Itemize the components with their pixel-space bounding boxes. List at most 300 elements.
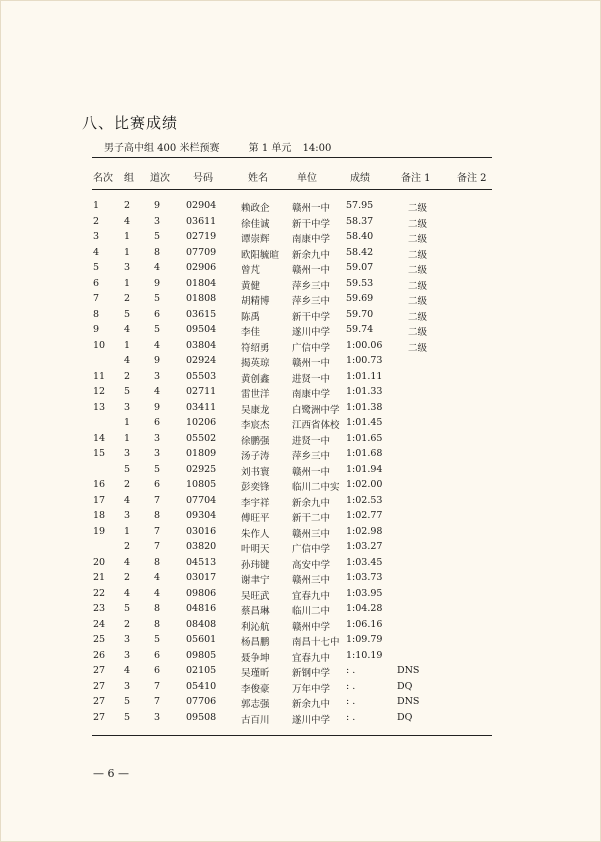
- cell-rank: 14: [93, 432, 106, 444]
- cell-group: 4: [124, 355, 131, 366]
- cell-rank: 4: [93, 246, 100, 258]
- table-row: [0, 526, 601, 540]
- cell-lane: 6: [154, 479, 161, 490]
- cell-lane: 7: [154, 525, 161, 537]
- cell-number: 05503: [186, 370, 217, 382]
- cell-lane: 9: [154, 355, 161, 366]
- table-row: [0, 665, 601, 679]
- header-rank: 名次: [93, 173, 113, 184]
- cell-unit: 广信中学: [292, 544, 331, 555]
- table-row: [0, 309, 601, 323]
- cell-rank: 26: [93, 649, 106, 661]
- cell-unit: 萍乡三中: [292, 451, 331, 462]
- cell-note: 二级: [408, 218, 428, 230]
- cell-note: 二级: [408, 327, 428, 338]
- cell-lane: 6: [154, 417, 161, 428]
- cell-group: 2: [124, 370, 131, 382]
- cell-name: 蔡昌琳: [241, 606, 270, 617]
- cell-lane: 7: [154, 541, 161, 552]
- table-bottom-rule: [92, 735, 492, 736]
- cell-rank: 9: [93, 324, 100, 335]
- cell-number: 03611: [186, 215, 217, 227]
- cell-result: 1:03.45: [346, 556, 383, 568]
- cell-unit: 赣州中学: [292, 621, 331, 633]
- cell-result: 59.70: [346, 308, 374, 320]
- cell-group: 2: [124, 293, 131, 304]
- cell-name: 傅旺平: [241, 513, 270, 524]
- cell-unit: 赣州三中: [292, 575, 331, 586]
- cell-result: 1:09.79: [346, 634, 383, 645]
- cell-result: 1:01.45: [346, 417, 383, 428]
- cell-group: 4: [124, 587, 131, 599]
- cell-unit: 临川二中: [292, 606, 331, 617]
- cell-name: 黄创鑫: [241, 373, 270, 385]
- cell-number: 03615: [186, 308, 217, 320]
- table-row: [0, 712, 601, 726]
- cell-rank: 20: [93, 556, 106, 568]
- cell-rank: 2: [93, 215, 100, 227]
- table-row: [0, 495, 601, 509]
- cell-lane: 3: [154, 448, 161, 459]
- cell-unit: 新钢中学: [292, 668, 331, 679]
- cell-name: 刘书寰: [241, 466, 270, 478]
- cell-number: 04513: [186, 556, 217, 568]
- cell-rank: 10: [93, 339, 106, 351]
- cell-result: 1:02.77: [346, 510, 383, 521]
- cell-lane: 6: [154, 665, 161, 676]
- cell-unit: 南昌十七中: [292, 637, 340, 648]
- cell-group: 5: [124, 603, 131, 614]
- cell-result: 1:01.11: [346, 370, 383, 382]
- cell-number: 03804: [186, 339, 217, 351]
- cell-result: 58.40: [346, 231, 374, 242]
- cell-number: 02105: [186, 665, 217, 676]
- cell-group: 3: [124, 262, 131, 273]
- cell-note: 二级: [408, 265, 428, 276]
- cell-name: 聂争坤: [241, 652, 270, 664]
- cell-number: 01804: [186, 277, 217, 289]
- cell-unit: 赣州三中: [292, 528, 331, 540]
- cell-result: 59.07: [346, 262, 374, 273]
- cell-note: 二级: [408, 203, 428, 214]
- cell-rank: 24: [93, 618, 106, 630]
- cell-group: 1: [124, 231, 131, 242]
- cell-name: 彭奕锋: [241, 482, 270, 493]
- cell-unit: 进贤一中: [292, 373, 331, 385]
- cell-name: 陈禹: [241, 311, 261, 323]
- cell-number: 09805: [186, 649, 217, 661]
- cell-rank: 1: [93, 200, 100, 211]
- cell-unit: 赣州一中: [292, 265, 331, 276]
- cell-name: 李宸杰: [241, 420, 270, 431]
- cell-name: 利沁航: [241, 621, 270, 633]
- cell-number: 04816: [186, 603, 217, 614]
- cell-group: 2: [124, 541, 131, 552]
- cell-name: 叶明天: [241, 544, 270, 555]
- cell-lane: 3: [154, 215, 161, 227]
- cell-unit: 南康中学: [292, 234, 331, 245]
- cell-unit: 南康中学: [292, 389, 331, 400]
- cell-lane: 6: [154, 649, 161, 661]
- cell-number: 07704: [186, 494, 217, 506]
- header-number: 号码: [193, 173, 213, 184]
- cell-unit: 广信中学: [292, 342, 331, 354]
- cell-number: 07706: [186, 696, 217, 707]
- table-row: [0, 541, 601, 555]
- cell-lane: 9: [154, 277, 161, 289]
- cell-name: 徐佳诚: [241, 218, 270, 230]
- cell-unit: 高安中学: [292, 559, 331, 571]
- cell-rank: 23: [93, 603, 106, 614]
- cell-number: 02719: [186, 231, 217, 242]
- cell-lane: 7: [154, 696, 161, 707]
- cell-note: DNS: [397, 665, 420, 676]
- table-row: [0, 293, 601, 307]
- cell-lane: 8: [154, 603, 161, 614]
- table-row: [0, 464, 601, 478]
- table-row: [0, 278, 601, 292]
- cell-number: 02711: [186, 386, 217, 397]
- cell-result: : .: [346, 696, 356, 707]
- table-row: [0, 371, 601, 385]
- cell-result: 1:02.53: [346, 494, 383, 506]
- cell-group: 5: [124, 386, 131, 397]
- cell-unit: 赣州一中: [292, 358, 331, 369]
- header-group: 组: [124, 173, 134, 184]
- cell-unit: 遂川中学: [292, 714, 331, 726]
- cell-unit: 新干中学: [292, 218, 331, 230]
- cell-group: 3: [124, 634, 131, 645]
- cell-lane: 5: [154, 634, 161, 645]
- cell-result: 1:00.73: [346, 355, 383, 366]
- cell-lane: 3: [154, 370, 161, 382]
- cell-unit: 赣州一中: [292, 203, 331, 214]
- cell-number: 02906: [186, 262, 217, 273]
- cell-group: 5: [124, 463, 131, 475]
- cell-unit: 新干二中: [292, 513, 331, 524]
- cell-number: 09806: [186, 587, 217, 599]
- table-row: [0, 324, 601, 338]
- table-row: [0, 696, 601, 710]
- cell-name: 吴瑾昕: [241, 668, 270, 679]
- cell-lane: 7: [154, 680, 161, 692]
- table-row: [0, 231, 601, 245]
- cell-name: 欧阳毓暄: [241, 249, 280, 261]
- cell-result: 1:02.00: [346, 479, 383, 490]
- cell-name: 李佳: [241, 327, 261, 338]
- cell-name: 赖政企: [241, 203, 270, 214]
- cell-name: 谢聿宁: [241, 575, 270, 586]
- cell-lane: 4: [154, 572, 161, 583]
- table-row: [0, 340, 601, 354]
- cell-number: 07709: [186, 246, 217, 258]
- cell-group: 1: [124, 417, 131, 428]
- cell-group: 5: [124, 711, 131, 723]
- cell-result: 59.69: [346, 293, 374, 304]
- cell-name: 胡精博: [241, 296, 270, 307]
- table-row: [0, 619, 601, 633]
- cell-group: 3: [124, 510, 131, 521]
- cell-number: 10805: [186, 479, 217, 490]
- cell-group: 1: [124, 277, 131, 289]
- cell-rank: 25: [93, 634, 106, 645]
- cell-name: 吴康龙: [241, 404, 270, 416]
- cell-rank: 27: [93, 696, 106, 707]
- cell-group: 2: [124, 618, 131, 630]
- table-row: [0, 510, 601, 524]
- cell-lane: 3: [154, 711, 161, 723]
- cell-result: 1:01.68: [346, 448, 383, 459]
- cell-lane: 7: [154, 494, 161, 506]
- cell-result: 58.37: [346, 215, 374, 227]
- cell-unit: 临川二中实: [292, 482, 340, 493]
- cell-number: 05410: [186, 680, 217, 692]
- cell-unit: 萍乡三中: [292, 280, 331, 292]
- cell-result: 1:01.94: [346, 463, 383, 475]
- cell-lane: 8: [154, 556, 161, 568]
- cell-rank: 27: [93, 711, 106, 723]
- cell-rank: 5: [93, 262, 100, 273]
- cell-unit: 赣州一中: [292, 466, 331, 478]
- cell-note: DQ: [397, 711, 413, 723]
- cell-rank: 3: [93, 231, 100, 242]
- cell-number: 05601: [186, 634, 217, 645]
- cell-group: 4: [124, 324, 131, 335]
- cell-lane: 8: [154, 246, 161, 258]
- cell-name: 符绍勇: [241, 342, 270, 354]
- table-row: [0, 448, 601, 462]
- event-time: 14:00: [302, 143, 332, 154]
- cell-rank: 13: [93, 401, 106, 413]
- cell-result: 1:00.06: [346, 339, 383, 351]
- cell-group: 5: [124, 696, 131, 707]
- cell-group: 1: [124, 339, 131, 351]
- cell-number: 02924: [186, 355, 217, 366]
- cell-unit: 进贤一中: [292, 435, 331, 447]
- cell-rank: 15: [93, 448, 106, 459]
- table-row: [0, 247, 601, 261]
- table-row: [0, 433, 601, 447]
- table-row: [0, 417, 601, 431]
- cell-result: 1:04.28: [346, 603, 383, 614]
- cell-unit: 新余九中: [292, 699, 331, 710]
- cell-rank: 22: [93, 587, 106, 599]
- cell-lane: 9: [154, 200, 161, 211]
- header-unit: 单位: [297, 173, 317, 184]
- table-row: [0, 681, 601, 695]
- table-header-rule: [92, 189, 492, 190]
- table-row: [0, 650, 601, 664]
- table-row: [0, 262, 601, 276]
- cell-group: 2: [124, 200, 131, 211]
- cell-number: 03017: [186, 572, 217, 583]
- cell-group: 3: [124, 401, 131, 413]
- cell-group: 3: [124, 649, 131, 661]
- cell-group: 5: [124, 308, 131, 320]
- cell-result: 59.74: [346, 324, 374, 335]
- cell-group: 4: [124, 556, 131, 568]
- cell-result: 1:06.16: [346, 618, 383, 630]
- cell-note: DNS: [397, 696, 420, 707]
- cell-number: 03820: [186, 541, 217, 552]
- cell-lane: 3: [154, 432, 161, 444]
- table-row: [0, 557, 601, 571]
- event-unit: 第 1 单元: [248, 143, 292, 154]
- cell-result: 1:03.73: [346, 572, 383, 583]
- cell-number: 09508: [186, 711, 217, 723]
- cell-number: 02904: [186, 200, 217, 211]
- cell-number: 03016: [186, 525, 217, 537]
- cell-name: 李宇祥: [241, 497, 270, 509]
- cell-name: 谭崇辉: [241, 234, 270, 245]
- cell-result: 58.42: [346, 246, 374, 258]
- table-row: [0, 603, 601, 617]
- table-row: [0, 402, 601, 416]
- cell-lane: 8: [154, 618, 161, 630]
- cell-rank: 27: [93, 680, 106, 692]
- cell-unit: 万年中学: [292, 683, 331, 695]
- cell-result: 1:03.95: [346, 587, 383, 599]
- section-title: 八、比赛成绩: [82, 114, 179, 132]
- cell-name: 朱作人: [241, 528, 270, 540]
- cell-name: 杨昌鹏: [241, 637, 270, 648]
- cell-number: 01808: [186, 293, 217, 304]
- cell-unit: 萍乡三中: [292, 296, 331, 307]
- table-row: [0, 588, 601, 602]
- table-row: [0, 634, 601, 648]
- cell-name: 雷世洋: [241, 389, 270, 400]
- header-note2: 备注 2: [457, 173, 487, 184]
- cell-rank: 16: [93, 479, 106, 490]
- cell-result: 1:02.98: [346, 525, 383, 537]
- event-line: [104, 139, 331, 154]
- cell-group: 3: [124, 680, 131, 692]
- event-name: 男子高中组 400 米栏预赛: [104, 143, 220, 154]
- cell-name: 郭志强: [241, 699, 270, 710]
- cell-result: 1:01.65: [346, 432, 383, 444]
- table-row: [0, 479, 601, 493]
- cell-unit: 白鹭洲中学: [292, 404, 340, 416]
- cell-number: 02925: [186, 463, 217, 475]
- cell-result: : .: [346, 665, 356, 676]
- table-top-rule: [92, 157, 492, 158]
- cell-group: 3: [124, 448, 131, 459]
- cell-number: 09504: [186, 324, 217, 335]
- cell-name: 李俊豪: [241, 683, 270, 695]
- cell-name: 黄健: [241, 280, 261, 292]
- cell-name: 汤子涛: [241, 451, 270, 462]
- cell-unit: 新干中学: [292, 311, 331, 323]
- cell-rank: 21: [93, 572, 106, 583]
- cell-number: 03411: [186, 401, 217, 413]
- cell-rank: 7: [93, 293, 100, 304]
- table-row: [0, 572, 601, 586]
- cell-group: 1: [124, 432, 131, 444]
- cell-rank: 18: [93, 510, 106, 521]
- header-result: 成绩: [350, 173, 370, 184]
- cell-group: 2: [124, 572, 131, 583]
- cell-result: : .: [346, 711, 356, 723]
- cell-group: 2: [124, 479, 131, 490]
- table-row: [0, 386, 601, 400]
- cell-unit: 新余九中: [292, 249, 331, 261]
- cell-rank: 17: [93, 494, 106, 506]
- cell-lane: 5: [154, 293, 161, 304]
- cell-result: 1:01.33: [346, 386, 383, 397]
- cell-name: 曾芃: [241, 265, 261, 276]
- table-row: [0, 216, 601, 230]
- cell-rank: 6: [93, 277, 100, 289]
- cell-group: 1: [124, 246, 131, 258]
- cell-note: 二级: [408, 280, 428, 292]
- header-note1: 备注 1: [401, 173, 431, 184]
- cell-lane: 4: [154, 339, 161, 351]
- cell-rank: 11: [93, 370, 106, 382]
- cell-name: 揭英琼: [241, 358, 270, 369]
- cell-result: 1:10.19: [346, 649, 383, 661]
- cell-lane: 6: [154, 308, 161, 320]
- cell-note: 二级: [408, 342, 428, 354]
- table-row: [0, 200, 601, 214]
- cell-unit: 遂川中学: [292, 327, 331, 338]
- cell-lane: 4: [154, 262, 161, 273]
- header-lane: 道次: [150, 173, 170, 184]
- cell-name: 徐鹏强: [241, 435, 270, 447]
- cell-result: 1:03.27: [346, 541, 383, 552]
- cell-rank: 12: [93, 386, 106, 397]
- table-row: [0, 355, 601, 369]
- cell-rank: 19: [93, 525, 106, 537]
- cell-lane: 4: [154, 587, 161, 599]
- cell-group: 4: [124, 215, 131, 227]
- cell-rank: 8: [93, 308, 100, 320]
- cell-result: 1:01.38: [346, 401, 383, 413]
- cell-number: 01809: [186, 448, 217, 459]
- cell-lane: 8: [154, 510, 161, 521]
- cell-lane: 9: [154, 401, 161, 413]
- cell-name: 古百川: [241, 714, 270, 726]
- cell-unit: 新余九中: [292, 497, 331, 509]
- cell-rank: 27: [93, 665, 106, 676]
- cell-number: 08408: [186, 618, 217, 630]
- cell-group: 4: [124, 665, 131, 676]
- cell-unit: 宜春九中: [292, 652, 331, 664]
- page-number: — 6 —: [93, 767, 129, 780]
- cell-lane: 5: [154, 463, 161, 475]
- cell-result: : .: [346, 680, 356, 692]
- cell-number: 10206: [186, 417, 217, 428]
- cell-note: 二级: [408, 234, 428, 245]
- cell-group: 1: [124, 525, 131, 537]
- cell-lane: 4: [154, 386, 161, 397]
- cell-number: 09304: [186, 510, 217, 521]
- cell-note: 二级: [408, 311, 428, 323]
- cell-unit: 宜春九中: [292, 590, 331, 602]
- cell-group: 4: [124, 494, 131, 506]
- cell-unit: 江西省体校: [292, 420, 340, 431]
- cell-note: DQ: [397, 680, 413, 692]
- cell-name: 吴旺武: [241, 590, 270, 602]
- cell-note: 二级: [408, 296, 428, 307]
- cell-name: 孙玮键: [241, 559, 270, 571]
- cell-lane: 5: [154, 324, 161, 335]
- header-name: 姓名: [248, 173, 268, 184]
- cell-result: 59.53: [346, 277, 374, 289]
- cell-note: 二级: [408, 249, 428, 261]
- cell-result: 57.95: [346, 200, 374, 211]
- cell-number: 05502: [186, 432, 217, 444]
- cell-lane: 5: [154, 231, 161, 242]
